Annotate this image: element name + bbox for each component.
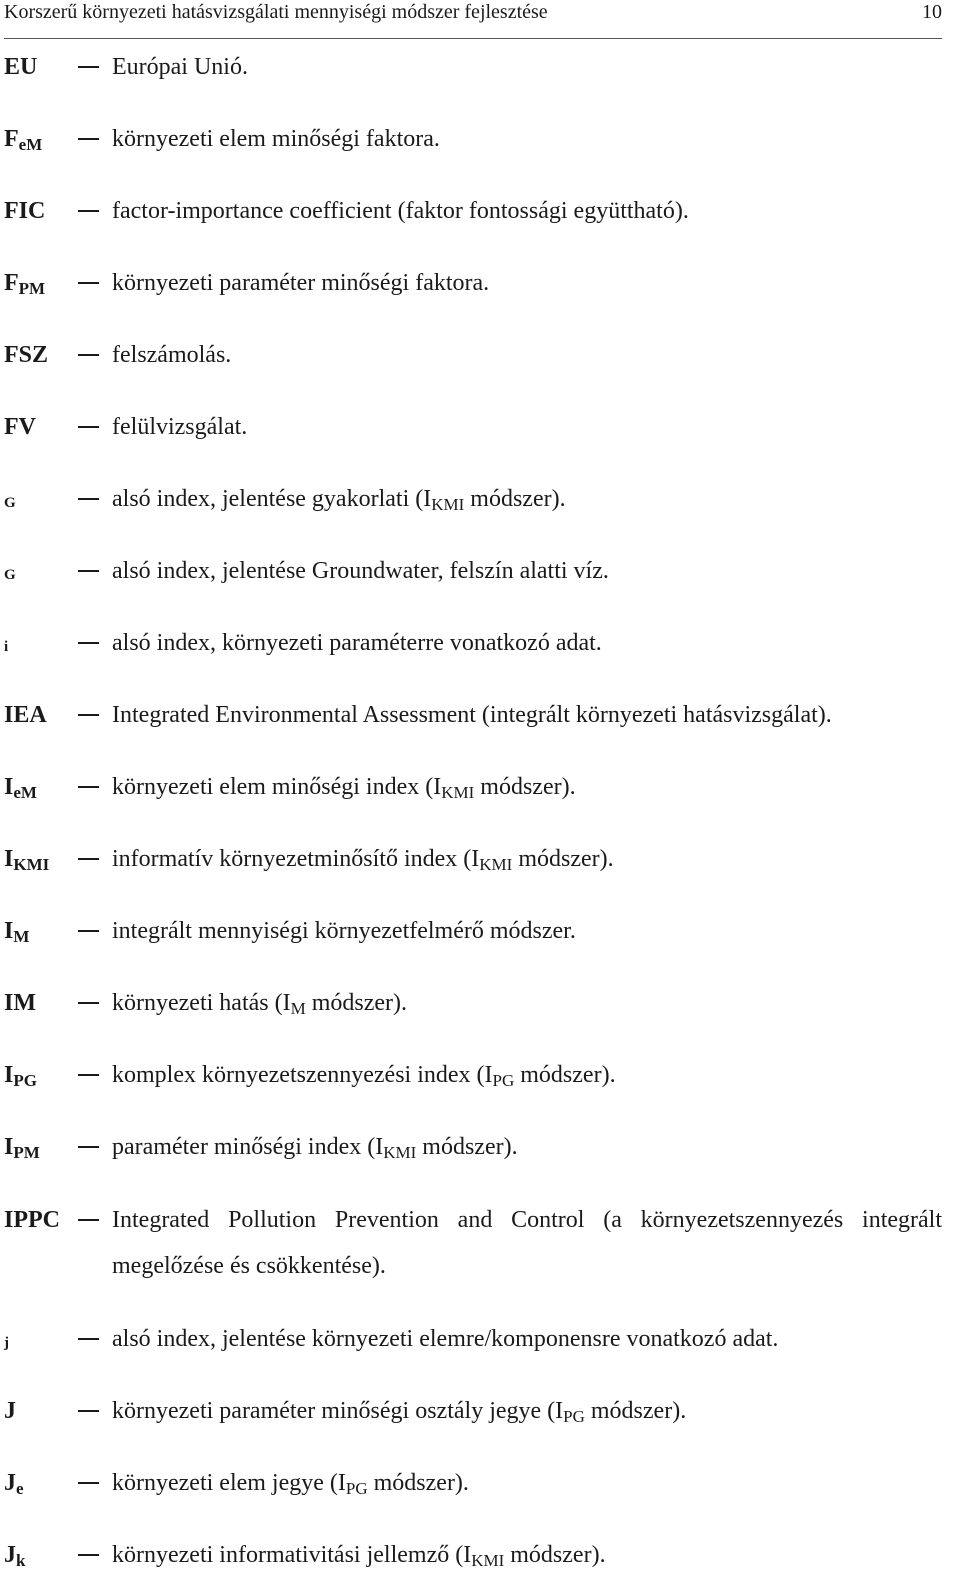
definition-subscript: PG xyxy=(563,1407,585,1426)
abbreviation-term-text: F xyxy=(4,126,19,152)
abbreviation-term-text: I xyxy=(4,774,14,800)
definition-text: módszer). xyxy=(474,774,576,800)
definition-text: factor-importance coefficient (faktor fontossági együttható). xyxy=(112,198,689,224)
abbreviation-definition xyxy=(112,836,942,882)
definition-text: informatív környezetminősítő index (I xyxy=(112,846,480,872)
dash-separator xyxy=(78,1219,99,1221)
definition-text: környezeti informativitási jellemző (I xyxy=(112,1542,472,1568)
abbreviation-subscript: PM xyxy=(18,279,46,298)
abbreviation-term xyxy=(4,1205,60,1235)
abbreviation-term xyxy=(4,916,29,946)
abbreviation-definition xyxy=(112,1460,942,1506)
abbreviation-term xyxy=(4,560,16,590)
document-title: Korszerű környezeti hatásvizsgálati mennyiségi módszer fejlesztése xyxy=(4,1,548,23)
abbreviation-term xyxy=(4,340,48,370)
dash-separator xyxy=(78,1074,99,1076)
dash-separator xyxy=(78,1146,99,1148)
abbreviation-definition xyxy=(112,692,942,738)
definition-text: környezeti elem minőségi faktora. xyxy=(112,126,440,152)
abbreviation-term xyxy=(4,1396,16,1426)
page-number: 10 xyxy=(922,1,942,23)
definition-text: módszer). xyxy=(584,1398,687,1424)
abbreviation-term xyxy=(4,1132,40,1162)
abbreviation-definition xyxy=(112,1316,942,1362)
abbreviation-term xyxy=(4,632,8,662)
abbreviation-definition xyxy=(112,404,942,450)
abbreviation-definition xyxy=(112,1197,942,1289)
abbreviation-definition xyxy=(112,764,942,810)
abbreviation-definition xyxy=(112,188,942,234)
definition-subscript: M xyxy=(290,999,306,1018)
abbreviation-term-text: FSZ xyxy=(4,342,49,368)
dash-separator xyxy=(78,66,99,68)
dash-separator xyxy=(78,1410,99,1412)
definition-subscript: PG xyxy=(492,1071,515,1090)
abbreviation-term xyxy=(4,1468,24,1498)
definition-text: alsó index, jelentése környezeti elemre/komponensre vonatkozó adat. xyxy=(112,1326,779,1352)
definition-subscript: KMI xyxy=(471,1551,505,1570)
dash-separator xyxy=(78,354,99,356)
definition-text: módszer). xyxy=(464,486,566,512)
abbreviation-term xyxy=(4,988,36,1018)
abbreviation-subscript: k xyxy=(16,1551,26,1570)
dash-separator xyxy=(78,1554,99,1556)
definition-subscript: PG xyxy=(345,1479,368,1498)
page-header xyxy=(4,0,942,39)
definition-text: környezeti elem jegye (I xyxy=(112,1470,346,1496)
definition-text: felülvizsgálat. xyxy=(112,414,248,440)
definition-subscript: KMI xyxy=(383,1143,417,1162)
dash-separator xyxy=(78,282,99,284)
dash-separator xyxy=(78,426,99,428)
abbreviation-term-text: IM xyxy=(4,990,36,1016)
dash-separator xyxy=(78,1002,99,1004)
dash-separator xyxy=(78,930,99,932)
abbreviation-subscript: e xyxy=(16,1479,24,1498)
abbreviation-term xyxy=(4,488,16,518)
abbreviation-term-text: IPPC xyxy=(4,1207,60,1233)
definition-subscript: KMI xyxy=(431,495,465,514)
abbreviation-subscript: PG xyxy=(13,1071,37,1090)
definition-text: Integrated Pollution Prevention and Control (a környezetszennyezés integrált megelőzése és csökkentése). xyxy=(112,1207,942,1279)
abbreviation-definition xyxy=(112,548,942,594)
definition-text: alsó index, jelentése gyakorlati (I xyxy=(112,486,432,512)
dash-separator xyxy=(78,1482,99,1484)
abbreviation-term xyxy=(4,268,45,298)
abbreviation-definition xyxy=(112,980,942,1026)
abbreviation-term xyxy=(4,412,36,442)
abbreviation-term xyxy=(4,1540,25,1570)
abbreviation-term-text: G xyxy=(4,495,16,511)
definition-text: módszer). xyxy=(416,1134,518,1160)
abbreviation-term-text: I xyxy=(4,846,14,872)
definition-text: felszámolás. xyxy=(112,342,232,368)
abbreviation-term xyxy=(4,52,37,82)
abbreviation-term xyxy=(4,1328,9,1358)
abbreviation-term-text: I xyxy=(4,918,14,944)
abbreviation-term-text: i xyxy=(4,639,9,655)
definition-text: módszer). xyxy=(367,1470,469,1496)
definition-text: környezeti paraméter minőségi faktora. xyxy=(112,270,490,296)
abbreviation-term-text: FIC xyxy=(4,198,46,224)
abbreviation-term xyxy=(4,196,45,226)
abbreviation-definition xyxy=(112,1052,942,1098)
abbreviation-subscript: KMI xyxy=(13,855,50,874)
abbreviation-term xyxy=(4,1060,37,1090)
abbreviation-subscript: M xyxy=(13,927,30,946)
definition-subscript: KMI xyxy=(479,855,513,874)
definition-text: komplex környezetszennyezési index (I xyxy=(112,1062,493,1088)
definition-text: paraméter minőségi index (I xyxy=(112,1134,384,1160)
abbreviation-term-text: EU xyxy=(4,54,38,80)
definition-text: környezeti elem minőségi index (I xyxy=(112,774,442,800)
abbreviation-term-text: I xyxy=(4,1134,14,1160)
abbreviation-subscript: PM xyxy=(13,1143,40,1162)
abbreviation-term xyxy=(4,700,47,730)
definition-subscript: KMI xyxy=(441,783,475,802)
abbreviation-term-text: J xyxy=(4,1542,16,1568)
definition-text: módszer). xyxy=(514,1062,616,1088)
dash-separator xyxy=(78,858,99,860)
abbreviation-term-text: G xyxy=(4,567,16,583)
definition-text: alsó index, környezeti paraméterre vonatkozó adat. xyxy=(112,630,602,656)
dash-separator xyxy=(78,210,99,212)
abbreviation-term-text: I xyxy=(4,1062,14,1088)
abbreviation-term-text: J xyxy=(4,1398,16,1424)
abbreviation-term-text: j xyxy=(4,1335,9,1351)
abbreviation-subscript: eM xyxy=(13,783,37,802)
dash-separator xyxy=(78,786,99,788)
definition-text: módszer). xyxy=(504,1542,606,1568)
abbreviation-definition xyxy=(112,1124,942,1170)
abbreviation-definition xyxy=(112,1388,942,1434)
definition-text: módszer). xyxy=(512,846,614,872)
abbreviation-term-text: J xyxy=(4,1470,16,1496)
definition-text: környezeti paraméter minőségi osztály jegye (I xyxy=(112,1398,564,1424)
definition-text: módszer). xyxy=(305,990,408,1016)
dash-separator xyxy=(78,570,99,572)
abbreviation-term xyxy=(4,772,37,802)
abbreviation-definition xyxy=(112,1532,942,1578)
abbreviation-term xyxy=(4,124,42,154)
abbreviation-term-text: IEA xyxy=(4,702,47,728)
abbreviation-term xyxy=(4,844,49,874)
abbreviation-definition xyxy=(112,908,942,954)
abbreviation-term-text: F xyxy=(4,270,19,296)
abbreviation-subscript: eM xyxy=(18,135,43,154)
abbreviation-definition xyxy=(112,476,942,522)
dash-separator xyxy=(78,138,99,140)
definition-text: alsó index, jelentése Groundwater, felszín alatti víz. xyxy=(112,558,609,584)
dash-separator xyxy=(78,714,99,716)
dash-separator xyxy=(78,1338,99,1340)
definition-text: Európai Unió. xyxy=(112,54,248,80)
abbreviation-definition xyxy=(112,620,942,666)
definition-text: integrált mennyiségi környezetfelmérő módszer. xyxy=(112,918,576,944)
abbreviation-definition xyxy=(112,260,942,306)
dash-separator xyxy=(78,498,99,500)
abbreviation-definition xyxy=(112,44,942,90)
definition-text: környezeti hatás (I xyxy=(112,990,291,1016)
abbreviation-definition xyxy=(112,116,942,162)
definition-text: Integrated Environmental Assessment (integrált környezeti hatásvizsgálat). xyxy=(112,702,832,728)
abbreviation-definition xyxy=(112,332,942,378)
abbreviation-term-text: FV xyxy=(4,414,36,440)
dash-separator xyxy=(78,642,99,644)
